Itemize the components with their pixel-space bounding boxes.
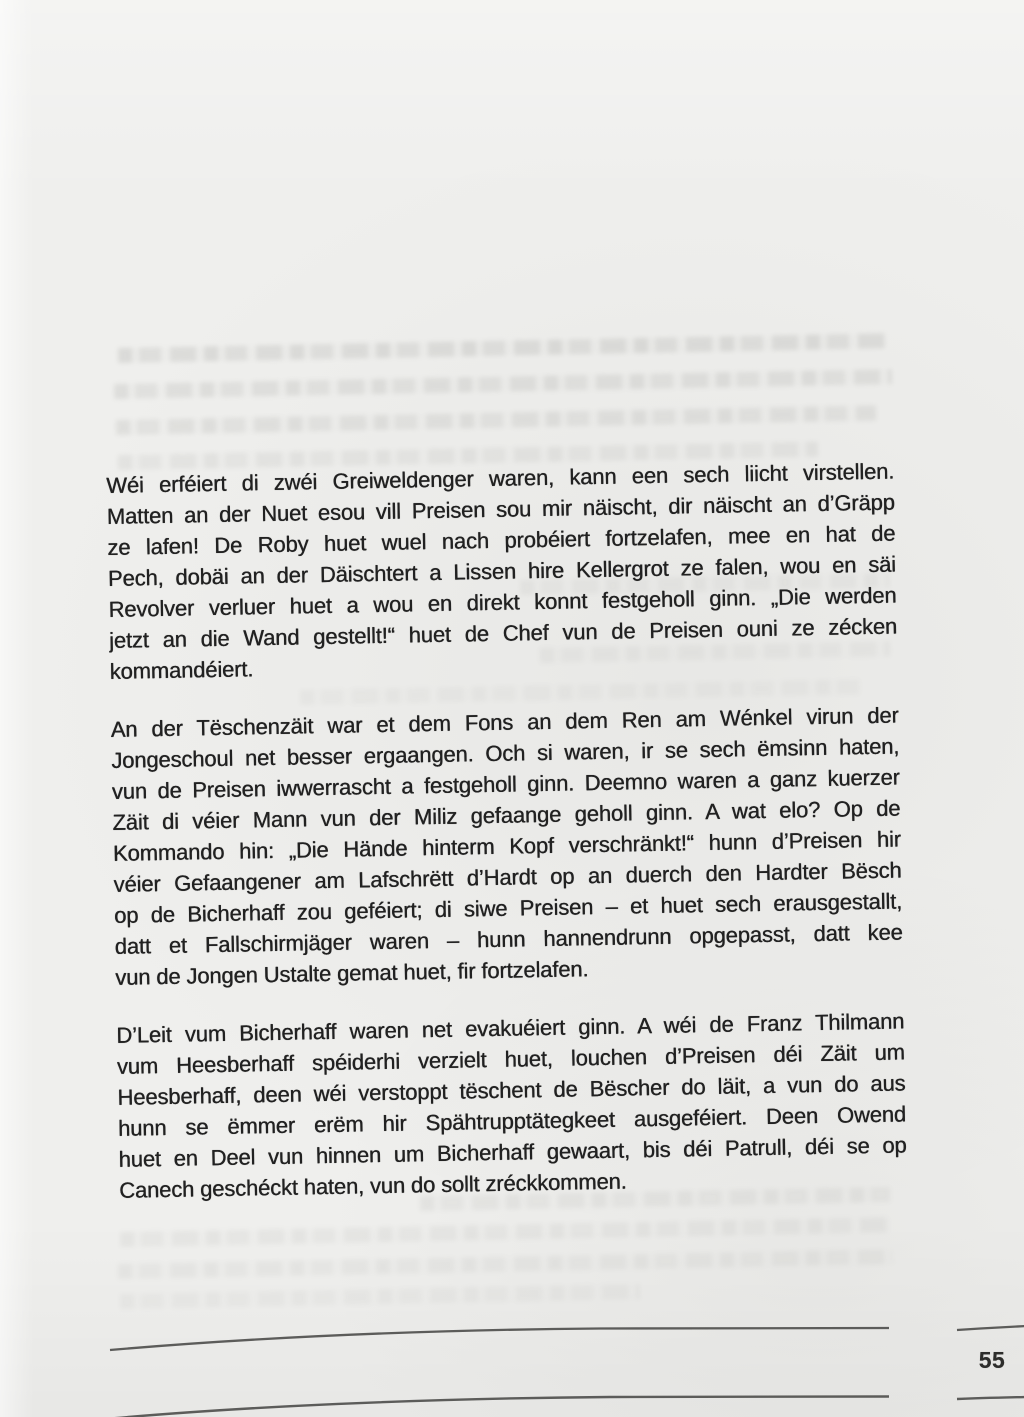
footer-rule-top-right	[957, 1326, 1024, 1330]
text-line: Pech, dobäi an der Däischtert a Lissen hire Kellergrot ze falen, wou en säi	[107, 551, 897, 591]
text-line: D’Leit vum Bicherhaff waren net evakuéiert ginn. A wéi de Franz Thilmann	[116, 1008, 905, 1048]
text-line: Matten an der Nuet esou vill Preisen sou mir näischt, dir näischt an d’Gräpp	[106, 489, 895, 529]
paragraph	[116, 1005, 907, 1205]
text-line: ze lafen! De Roby huet wuel nach probéiert fortzelafen, mee en hat de	[107, 520, 896, 560]
paragraph	[110, 700, 903, 993]
text-line: Revolver verluer huet a wou en direkt konnt festgeholl ginn. „Die werden	[108, 582, 897, 622]
text-line: Jongeschoul net besser ergaangen. Och si waren, ir se sech ëmsinn haten,	[111, 733, 900, 773]
text-line: vum Heesberhaff spéiderhi verzielt huet, louchen d’Preisen déi Zäit um	[116, 1039, 906, 1079]
text-line: Zäit di véier Mann vun der Miliz gefaange geholl ginn. A wat elo? Op de	[112, 795, 901, 835]
text-line: hunn se ëmmer erëm hir Spähtrupptätegkeet ausgeféiert. Deen Owend	[117, 1101, 907, 1141]
text-line: kommandéiert.	[109, 656, 254, 684]
body-text	[106, 456, 907, 1206]
page-number: 55	[978, 1347, 1006, 1373]
text-line: datt et Fallschirmjäger waren – hunn hannendrunn opgepasst, datt kee	[114, 919, 903, 959]
bleedthrough-smudge	[118, 333, 886, 363]
text-line: Heesberhaff, deen wéi verstoppt tëschent de Bëscher do läit, a vun do aus	[117, 1070, 906, 1110]
footer-rule-bottom-right	[957, 1397, 1024, 1399]
text-line: Wéi erféiert di zwéi Greiweldenger waren, kann een sech liicht virstellen.	[106, 458, 895, 498]
bleedthrough-smudge	[120, 1217, 890, 1247]
footer-rule-bottom	[84, 1396, 889, 1417]
bleedthrough-smudge	[116, 405, 876, 435]
text-line: op de Bicherhaff zou geféiert; di siwe Preisen – et huet sech erausgestallt,	[113, 888, 903, 928]
bleedthrough-smudge	[114, 369, 892, 399]
text-line: Kommando hin: „Die Hände hinterm Kopf verschränkt!“ hunn d’Preisen hir	[112, 826, 902, 866]
bleedthrough-smudge	[120, 1284, 640, 1309]
text-line: huet en Deel vun hinnen um Bicherhaff gewaart, bis déi Patrull, déi se op	[118, 1132, 907, 1172]
footer-rule-top	[110, 1328, 889, 1350]
text-line: vun de Preisen iwwerrascht a festgeholl ginn. Deemno waren a ganz kuerzer	[111, 764, 900, 804]
text-line: Canech geschéckt haten, vun do sollt zréckkommen.	[118, 1168, 627, 1203]
text-line: An der Tëschenzäit war et dem Fons an dem Ren am Wénkel virun der	[110, 702, 899, 742]
text-line: véier Gefaangener am Lafschrëtt d’Hardt op an duerch den Hardter Bësch	[113, 857, 902, 897]
bleedthrough-smudge	[118, 1249, 893, 1279]
paragraph	[106, 456, 898, 687]
text-line: jetzt an die Wand gestellt!“ huet de Chef vun de Preisen ouni ze zécken	[108, 613, 898, 653]
text-line: vun de Jongen Ustalte gemat huet, fir fortzelafen.	[115, 956, 589, 990]
